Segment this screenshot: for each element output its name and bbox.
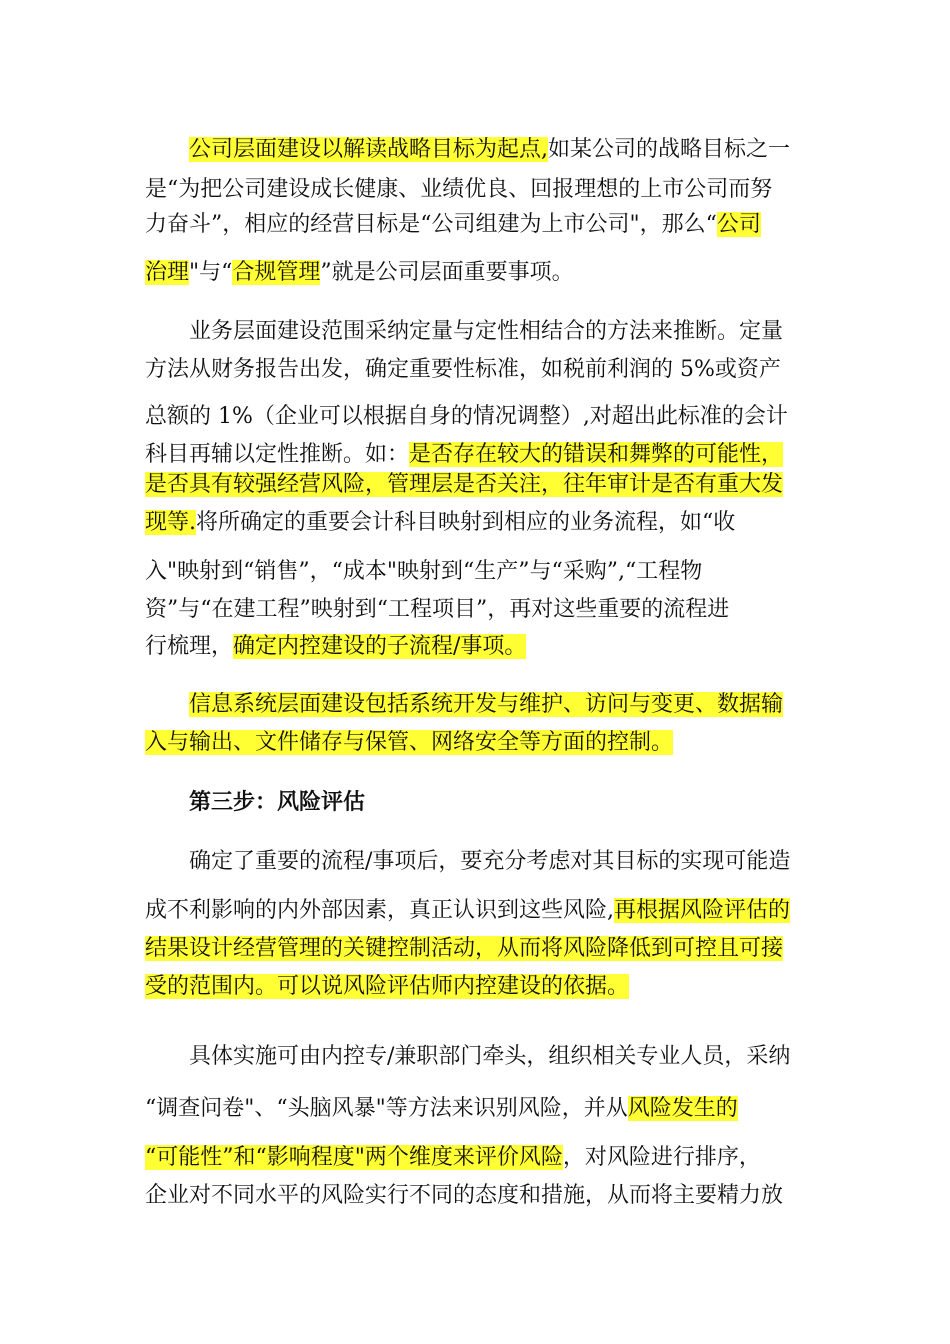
text-run: "与“ [189,260,233,285]
section-heading [189,787,365,817]
text-line [189,317,783,347]
text-run: 成不利影响的内外部因素，真正认识到这些风险, [145,898,614,923]
highlighted-text: 确定内控建设的子流程/事项。 [233,634,527,659]
heading-text: 第三步：风险评估 [189,789,366,815]
text-line [145,355,781,385]
text-run: 入"映射到“销售”，“成本"映射到“生产”与“采购”,“工程物 [145,559,703,584]
text-run: ，对风险进行排序， [562,1145,761,1170]
text-line [145,632,526,662]
text-run: 科目再辅以定性推断。如： [145,442,410,467]
text-run: “调查问卷"、“头脑风暴"等方法来识别风险，并从 [145,1096,628,1121]
text-run: ”就是公司层面重要事项。 [320,260,574,285]
text-line [145,595,729,625]
text-run: 方法从财务报告出发，确定重要性标准，如税前利润的 5%或资产 [145,357,781,382]
highlighted-text: 是否存在较大的错误和舞弊的可能性， [409,442,784,467]
text-run: 业务层面建设范围采纳定量与定性相结合的方法来推断。定量 [189,319,784,344]
text-line [189,1042,790,1072]
text-line [145,402,788,432]
text-line [189,690,783,720]
text-run: 力奋斗”，相应的经营目标是“公司组建为上市公司"，那么“ [145,212,717,237]
text-line [145,210,761,240]
text-line [145,896,790,926]
highlighted-text: 公司 [716,212,761,237]
text-run: 是“为把公司建设成长健康、业绩优良、回报理想的上市公司而努 [145,177,773,202]
text-line [145,508,735,538]
highlighted-text: 现等. [145,510,196,535]
text-run: 企业对不同水平的风险实行不同的态度和措施，从而将主要精力放 [145,1183,784,1208]
text-line [145,1143,761,1173]
text-run: 如某公司的战略目标之一 [548,137,791,162]
text-line [145,470,783,500]
text-run: 具体实施可由内控专/兼职部门牵头，组织相关专业人员，采纳 [189,1044,791,1069]
text-line [145,440,783,470]
highlighted-text: 结果设计经营管理的关键控制活动，从而将风险降低到可控且可接 [145,936,784,961]
text-line [189,135,790,165]
text-line [145,972,629,1002]
text-line [145,1181,783,1211]
highlighted-text: 公司层面建设以解读战略目标为起点, [189,137,548,162]
highlighted-text: 风险发生的 [627,1096,738,1121]
text-line [145,175,772,205]
highlighted-text: 合规管理 [232,260,321,285]
highlighted-text: “可能性”和“影响程度"两个维度来评价风险 [145,1145,563,1170]
highlighted-text: 再根据风险评估的 [614,898,791,923]
text-line [145,258,574,288]
text-line [189,847,790,877]
highlighted-text: 治理 [145,260,190,285]
highlighted-text: 是否具有较强经营风险，管理层是否关注，往年审计是否有重大发 [145,472,784,497]
text-line [145,557,702,587]
text-run: 将所确定的重要会计科目映射到相应的业务流程，如“收 [196,510,736,535]
text-run: 资”与“在建工程”映射到“工程项目”，再对这些重要的流程进 [145,597,730,622]
text-run: 总额的 1%（企业可以根据自身的情况调整）,对超出此标准的会计 [145,404,788,429]
highlighted-text: 受的范围内。可以说风险评估师内控建设的依据。 [145,974,630,999]
text-run: 确定了重要的流程/事项后，要充分考虑对其目标的实现可能造 [189,849,791,874]
text-run: 行梳理， [145,634,234,659]
text-line [145,728,673,758]
highlighted-text: 信息系统层面建设包括系统开发与维护、访问与变更、数据输 [189,692,784,717]
text-line [145,934,783,964]
highlighted-text: 入与输出、文件储存与保管、网络安全等方面的控制。 [145,730,674,755]
text-line [145,1094,738,1124]
